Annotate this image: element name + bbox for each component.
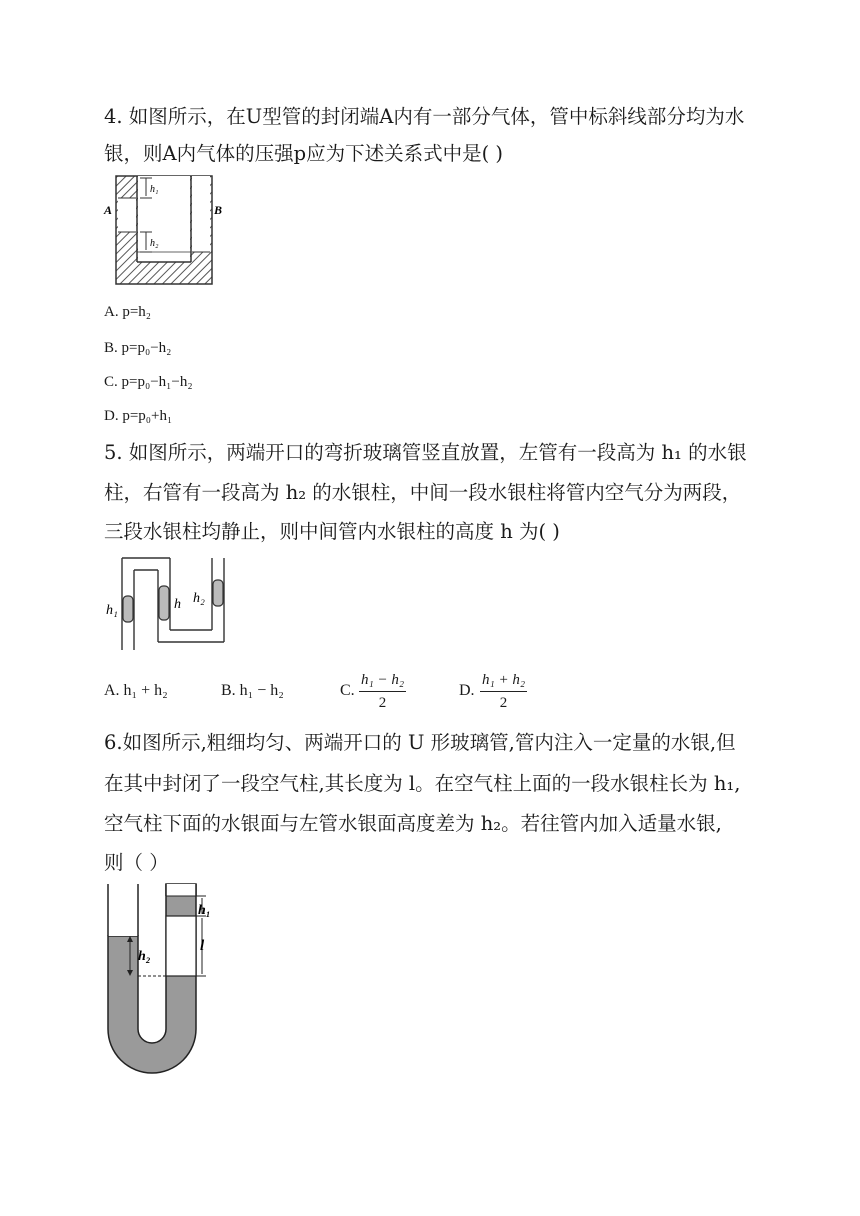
q6-text-line-1: 6.如图所示,粗细均匀、两端开口的 U 形玻璃管,管内注入一定量的水银,但 (104, 731, 736, 754)
q4-option-a[interactable]: A. p=h₂ (104, 304, 152, 320)
q5-label-h2: h₂ (193, 591, 205, 606)
q5-option-d-fraction (480, 672, 527, 712)
q5-option-c-fraction (359, 672, 406, 712)
q5-option-d-prefix: D. (459, 682, 475, 699)
q5-text-line-2: 柱，右管有一段高为 h₂ 的水银柱，中间一段水银柱将管内空气分为两段， (104, 481, 742, 504)
q5-option-d-numerator: h₁ + h₂ (480, 672, 527, 692)
q6-text-line-2: 在其中封闭了一段空气柱,其长度为 l。在空气柱上面的一段水银柱长为 h₁, (104, 772, 741, 795)
q6-u-tube-diagram (104, 884, 224, 1084)
q5-label-h: h (174, 597, 181, 612)
q5-bent-tube-diagram (104, 558, 244, 652)
q4-option-c[interactable]: C. p=p₀−h₁−h₂ (104, 374, 193, 390)
q5-label-h1: h₁ (106, 603, 118, 618)
q6-text-line-4: 则（ ） (104, 851, 169, 874)
q6-label-l: l (200, 938, 205, 954)
q4-text-line-1: 4. 如图所示，在U型管的封闭端A内有一部分气体，管中标斜线部分均为水 (104, 105, 745, 128)
q4-u-tube-diagram (104, 172, 226, 287)
q6-text-line-3: 空气柱下面的水银面与左管水银面高度差为 h₂。若往管内加入适量水银, (104, 812, 722, 835)
q5-option-c-denominator: 2 (378, 695, 387, 711)
q6-label-h1: h₁ (198, 903, 211, 918)
q5-option-c-numerator: h₁ − h₂ (359, 672, 406, 692)
q5-option-c-prefix: C. (340, 682, 355, 699)
q5-text-line-1: 5. 如图所示，两端开口的弯折玻璃管竖直放置，左管有一段高为 h₁ 的水银 (104, 441, 747, 464)
q4-label-A: A (104, 203, 113, 217)
q4-option-d[interactable]: D. p=p₀+h₁ (104, 408, 173, 424)
q4-option-b[interactable]: B. p=p₀−h₂ (104, 340, 172, 356)
q4-label-B: B (214, 203, 223, 217)
q4-text-line-2: 银，则A内气体的压强p应为下述关系式中是( ) (104, 142, 503, 165)
q4-label-h2: h₂ (150, 238, 159, 249)
q5-option-a[interactable]: A. h₁ + h₂ (104, 682, 168, 699)
q6-label-h2: h₂ (138, 949, 151, 964)
q5-option-b[interactable]: B. h₁ − h₂ (221, 682, 284, 699)
q5-option-d-denominator: 2 (499, 695, 508, 711)
q5-text-line-3: 三段水银柱均静止，则中间管内水银柱的高度 h 为( ) (104, 520, 560, 543)
q4-label-h1: h₁ (150, 184, 159, 195)
